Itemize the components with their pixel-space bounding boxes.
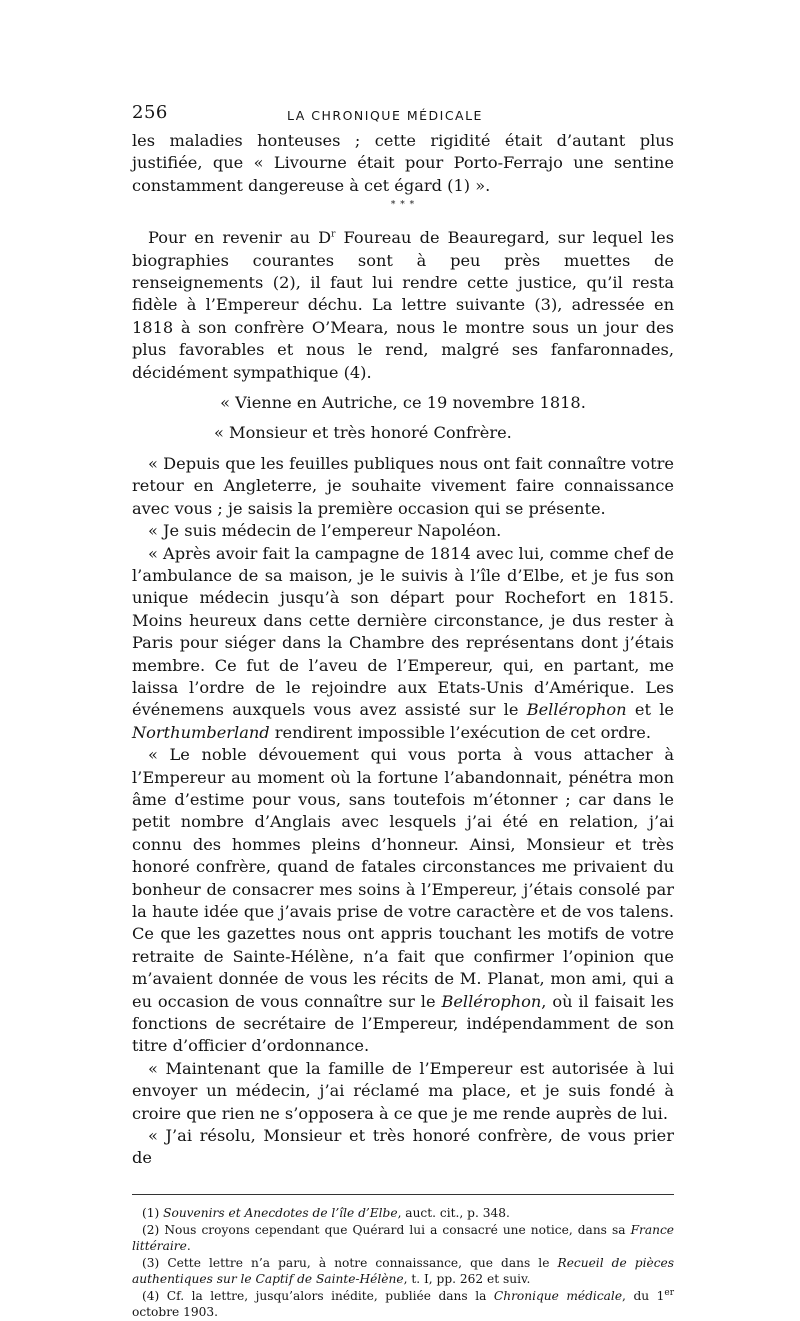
ship-name-northumberland: Northumberland (132, 722, 270, 742)
footnote-4-superscript: er (664, 1287, 675, 1298)
letter-place-date: « Vienne en Autriche, ce 19 novembre 1818. (220, 393, 586, 413)
para1-start: Pour en revenir au D (148, 228, 332, 248)
letter-p3-text-b: et le (626, 700, 674, 720)
letter-salutation: « Monsieur et très honoré Confrère. (214, 423, 512, 443)
section-asterism (132, 199, 674, 211)
para1-superscript: r (331, 229, 336, 240)
letter-paragraph-5: « Maintenant que la famille de l’Empereur est autorisée à lui envoyer un médecin, j’ai réclamé ma place, et je suis fondé à croire que rien ne s’opposera à ce que je me rende auprès de lui. (132, 1058, 674, 1123)
footnote-1-rest: , auct. cit., p. 348. (397, 1205, 510, 1220)
footnote-2-end: . (186, 1238, 191, 1253)
footnote-3 (132, 1255, 674, 1287)
paragraph-foureau (132, 227, 674, 384)
letter-paragraph-4 (132, 744, 674, 1058)
footnote-1-title: Souvenirs et Anecdotes de l’île d’Elbe (163, 1205, 398, 1220)
intro-paragraph: les maladies honteuses ; cette rigidité était d’autant plus justifiée, que « Livourne était pour Porto-Ferrajo une sentine constamment dangereuse à cet égard (1) ». (132, 131, 674, 195)
footnote-4-mid: , du 1 (622, 1288, 665, 1303)
letter-p4-text-b: , où il faisait les fonctions de secrétaire de l’Empereur, indépendamment de son titre d’officier d’ordonnance. (132, 991, 674, 1056)
letter-paragraph-3 (132, 543, 674, 745)
letter-p3-text-a: « Après avoir fait la campagne de 1814 avec lui, comme chef de l’ambulance de sa maison, je le suivis à l’île d’Elbe, et je fus son unique médecin jusqu’à son départ pour Rochefort en 1815. Moins heureux dans cette dernière circonstance, je dus rester à Paris pour siéger dans la Chambre des représentans dont j’étais membre. Ce fut de l’aveu de l’Empereur, qui, en partant, me laissa l’ordre de le rejoindre aux Etats-Unis d’Amérique. Les événemens auxquels vous avez assisté sur le (132, 543, 674, 720)
footnote-4-title: Chronique médicale (493, 1288, 623, 1303)
letter-p4-text-a: « Le noble dévouement qui vous porta à vous attacher à l’Empereur au moment où la fortune l’abandonnait, pénétra mon âme d’estime pour vous, sans toutefois m’étonner ; car dans le petit nombre d’Anglais avec lesquels j’ai été en relation, j’ai connu des hommes pleins d’honneur. Ainsi, Monsieur et très honoré confrère, quand de fatales circonstances me privaient du bonheur de consacrer mes soins à l’Empereur, j’étais consolé par la haute idée que j’avais prise de votre caractère et de vos talens. Ce que les gazettes nous ont appris touchant les motifs de votre retraite de Sainte-Hélène, n’a fait que confirmer l’opinion que m’avaient donnée de vous les récits de M. Planat, mon ami, qui a eu occasion de vous connaître sur le (132, 745, 674, 1011)
page-number: 256 (132, 102, 168, 123)
page-header (132, 102, 674, 130)
letter-paragraph-1: « Depuis que les feuilles publiques nous ont fait connaître votre retour en Angleterre, je souhaite vivement faire connaissance avec vous ; je saisis la première occasion qui se présente. (132, 453, 674, 518)
footnote-3-text: (3) Cette lettre n’a paru, à notre connaissance, que dans le (142, 1255, 558, 1270)
footnote-1 (132, 1205, 674, 1221)
letter-paragraph-6: « J’ai résolu, Monsieur et très honoré confrère, de vous prier de (132, 1126, 674, 1168)
footnote-4-end: octobre 1903. (132, 1304, 219, 1319)
document-page (132, 102, 674, 1321)
footnote-4-text: (4) Cf. la lettre, jusqu’alors inédite, publiée dans la (142, 1288, 494, 1303)
main-text (132, 130, 674, 1170)
footnote-4 (132, 1288, 674, 1320)
footnote-2-title: France littéraire (132, 1222, 674, 1253)
footnote-3-end: , t. I, pp. 262 et suiv. (403, 1271, 531, 1286)
para1-rest: Foureau de Beauregard, sur lequel les biographies courantes sont à peu près muettes de renseignements (2), il faut lui rendre cette justice, qu’il resta fidèle à l’Empereur déchu. La lettre suivante (3), adressée en 1818 à son confrère O’Meara, nous le montre sous un jour des plus favorables et nous le rend, malgré ses fanfaronnades, décidément sympathique (4). (132, 228, 674, 382)
running-head: LA CHRONIQUE MÉDICALE (287, 108, 483, 123)
footnote-2-text: (2) Nous croyons cependant que Quérard lui a consacré une notice, dans sa (142, 1222, 631, 1237)
ship-name-bellerophon: Bellérophon (526, 700, 627, 720)
footnote-3-title: Recueil de pièces authentiques sur le Captif de Sainte-Hélène (132, 1255, 674, 1286)
footnotes (132, 1205, 674, 1320)
asterism-glyph: * * * (390, 200, 416, 211)
ship-name-bellerophon-2: Bellérophon (441, 991, 542, 1011)
footnote-divider (132, 1194, 674, 1195)
letter-p3-text-c: rendirent impossible l’exécution de cet ordre. (269, 722, 651, 742)
letter-paragraph-2: « Je suis médecin de l’empereur Napoléon. (148, 521, 502, 541)
footnote-1-number: (1) (142, 1205, 164, 1220)
footnote-2 (132, 1222, 674, 1254)
